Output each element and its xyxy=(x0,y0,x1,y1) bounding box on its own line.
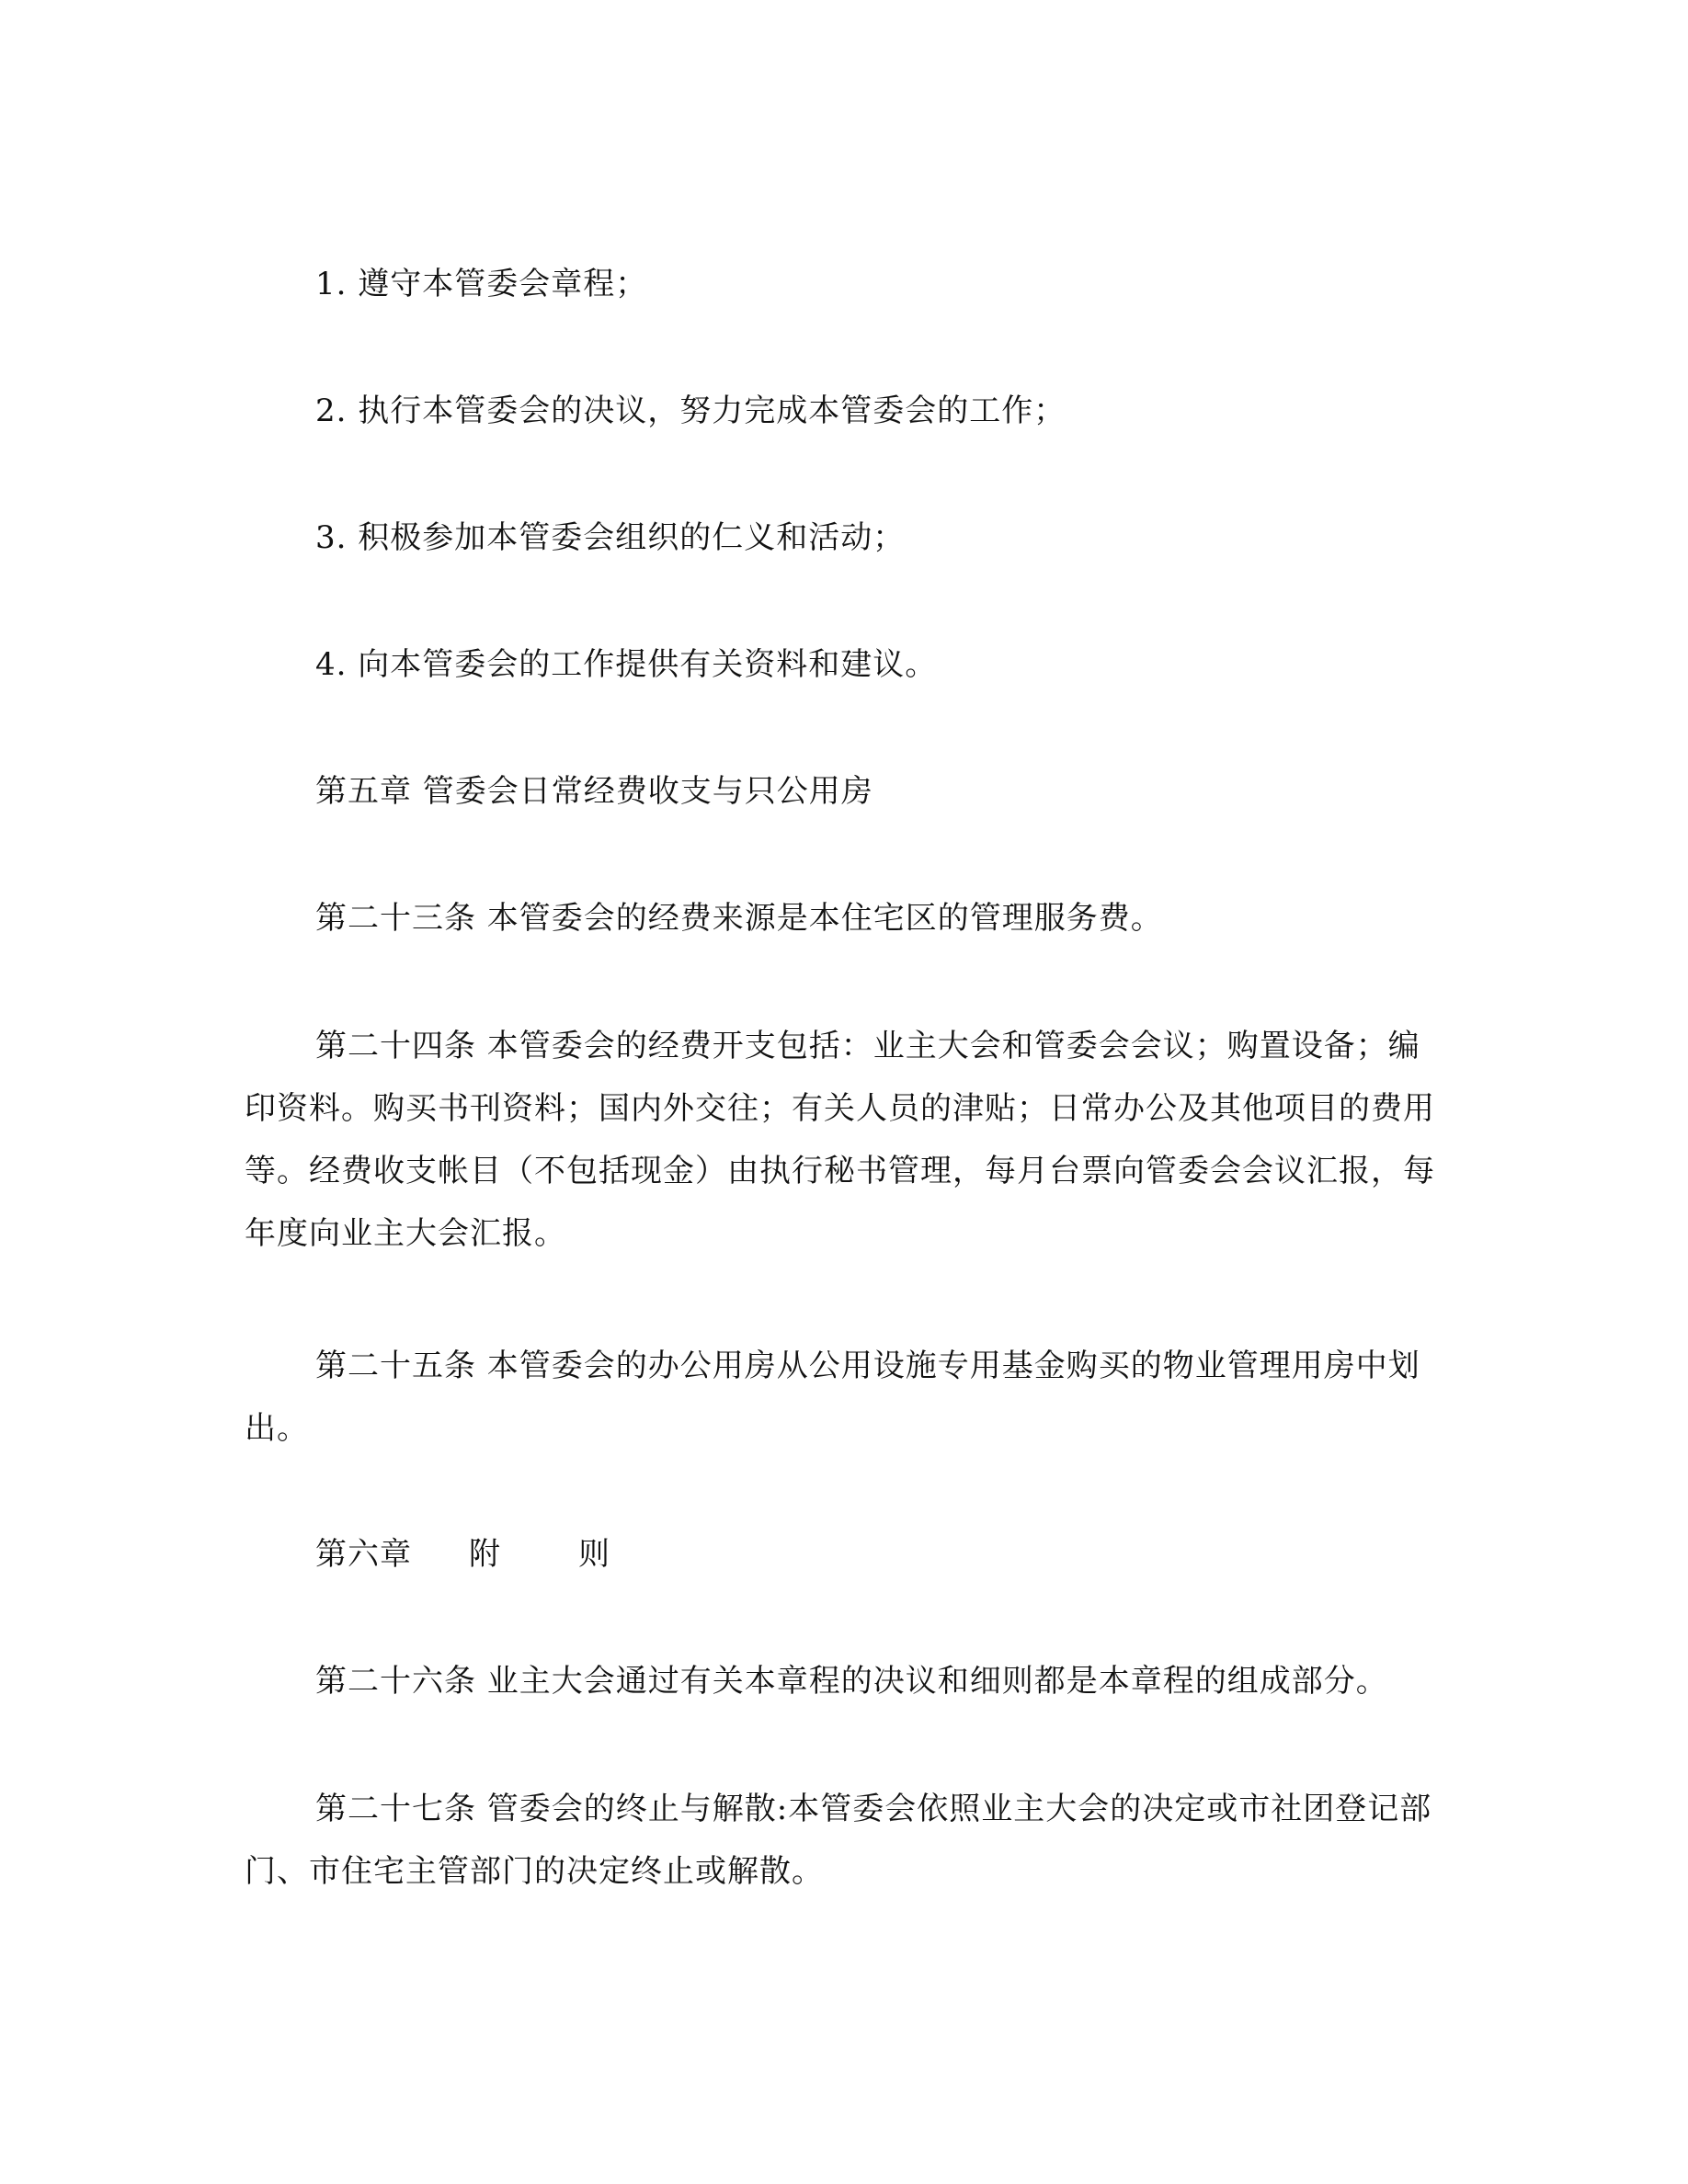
chapter-six-label: 第六章 xyxy=(315,1536,412,1573)
article-24: 第二十四条 本管委会的经费开支包括：业主大会和管委会会议；购置设备；编印资料。购买书刊资料；国内外交往；有关人员的津贴；日常办公及其他项目的费用等。经费收支帐目（不包括现金）由执行秘书管理，每月台票向管委会会议汇报，每年度向业主大会汇报。 xyxy=(245,1028,1435,1252)
list-item-3: 3. 积极参加本管委会组织的仁义和活动； xyxy=(315,519,906,556)
list-item-2: 2. 执行本管委会的决议，努力完成本管委会的工作； xyxy=(315,392,1066,429)
chapter-five-heading: 第五章 管委会日常经费收支与只公用房 xyxy=(315,773,873,810)
article-23: 第二十三条 本管委会的经费来源是本住宅区的管理服务费。 xyxy=(315,900,1163,937)
chapter-six-word-2: 则 xyxy=(578,1536,610,1573)
article-27: 第二十七条 管委会的终止与解散:本管委会依照业主大会的决定或市社团登记部门、市住宅主管部门的决定终止或解散。 xyxy=(245,1791,1432,1890)
list-item-4: 4. 向本管委会的工作提供有关资料和建议。 xyxy=(315,646,938,683)
chapter-six-heading xyxy=(315,1536,610,1573)
article-26: 第二十六条 业主大会通过有关本章程的决议和细则都是本章程的组成部分。 xyxy=(315,1663,1388,1700)
list-item-1: 1. 遵守本管委会章程； xyxy=(315,266,648,302)
article-25: 第二十五条 本管委会的办公用房从公用设施专用基金购买的物业管理用房中划出。 xyxy=(245,1348,1420,1447)
chapter-six-word-1: 附 xyxy=(469,1536,501,1573)
